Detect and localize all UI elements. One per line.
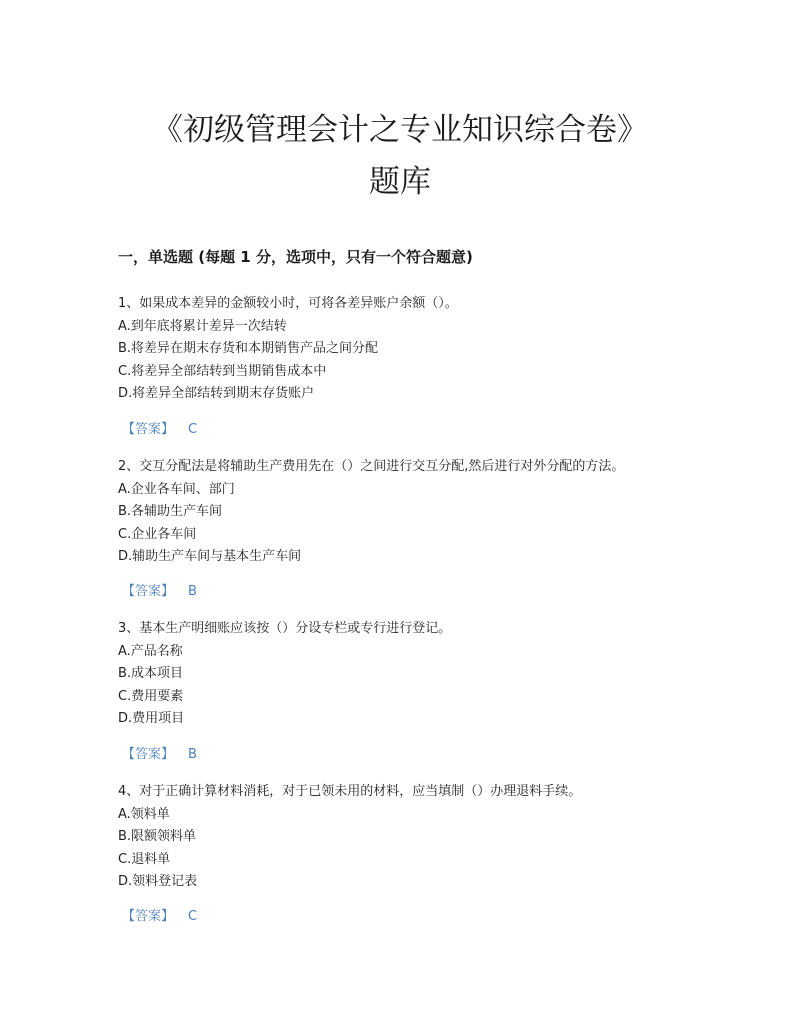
option-d: D.辅助生产车间与基本生产车间 bbox=[118, 549, 302, 564]
question-3 bbox=[118, 618, 758, 731]
option-c: C.企业各车间 bbox=[118, 526, 197, 542]
option-c: C.退料单 bbox=[118, 851, 171, 867]
answer-row-3 bbox=[122, 744, 197, 766]
document-title: 《初级管理会计之专业知识综合卷》 bbox=[152, 112, 648, 148]
option-c: C.将差异全部结转到当期销售成本中 bbox=[118, 363, 327, 379]
section-heading: 一，单选题 (每题 1 分，选项中，只有一个符合题意) bbox=[118, 248, 473, 266]
question-4 bbox=[118, 781, 758, 894]
option-d: D.费用项目 bbox=[118, 711, 185, 726]
question-stem: 1、如果成本差异的金额较小时，可将各差异账户余额（）。 bbox=[118, 296, 458, 311]
option-b: B.各辅助生产车间 bbox=[118, 504, 223, 519]
answer-value: C bbox=[188, 422, 198, 437]
answer-row-2 bbox=[122, 581, 197, 603]
option-a: A.到年底将累计差异一次结转 bbox=[118, 318, 287, 334]
option-b: B.成本项目 bbox=[118, 666, 184, 681]
question-stem: 4、对于正确计算材料消耗，对于已领未用的材料，应当填制（）办理退料手续。 bbox=[118, 784, 582, 799]
answer-label: 【答案】 bbox=[122, 909, 175, 924]
question-2 bbox=[118, 456, 758, 569]
answer-value: B bbox=[188, 747, 197, 762]
answer-row-4 bbox=[122, 906, 197, 928]
option-a: A.产品名称 bbox=[118, 643, 183, 659]
answer-row-1 bbox=[122, 419, 197, 441]
option-a: A.领料单 bbox=[118, 806, 170, 822]
answer-value: C bbox=[188, 909, 198, 924]
option-d: D.将差异全部结转到期末存货账户 bbox=[118, 386, 315, 401]
question-1 bbox=[118, 293, 758, 406]
option-b: B.将差异在期末存货和本期销售产品之间分配 bbox=[118, 341, 379, 356]
document-subtitle: 题库 bbox=[369, 164, 431, 200]
option-a: A.企业各车间、部门 bbox=[118, 481, 235, 497]
option-c: C.费用要素 bbox=[118, 688, 184, 704]
answer-label: 【答案】 bbox=[122, 747, 175, 762]
answer-label: 【答案】 bbox=[122, 422, 175, 437]
question-stem: 2、交互分配法是将辅助生产费用先在（）之间进行交互分配,然后进行对外分配的方法。 bbox=[118, 459, 625, 474]
question-stem: 3、基本生产明细账应该按（）分设专栏或专行进行登记。 bbox=[118, 621, 452, 636]
option-b: B.限额领料单 bbox=[118, 829, 197, 844]
answer-value: B bbox=[188, 584, 197, 599]
answer-label: 【答案】 bbox=[122, 584, 175, 599]
option-d: D.领料登记表 bbox=[118, 874, 198, 889]
